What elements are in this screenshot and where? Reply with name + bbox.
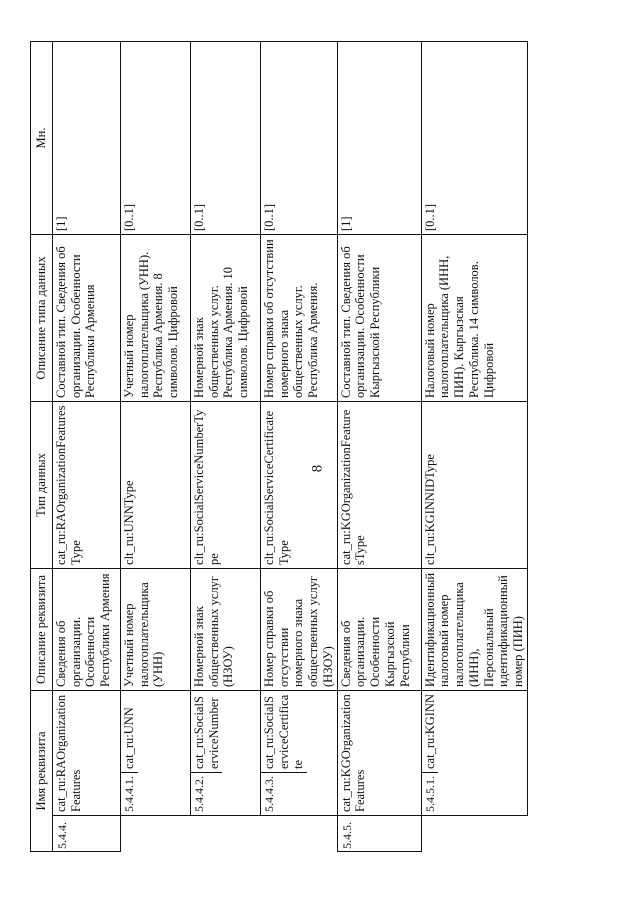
header-row — [31, 41, 53, 851]
requisite-description: Учетный номер налогоплательщика (УНН) — [120, 568, 190, 690]
data-type-description: Налоговый номер налогоплательщика (ИНН, ПИН). Кыргызская Республика. 14 символов. Цифровой — [421, 234, 527, 401]
data-type-description: Составной тип. Сведения об организации. Особенности Республики Армения — [52, 234, 120, 401]
requisite-description: Номерной знак общественных услуг (НЗОУ) — [190, 568, 260, 690]
cardinality: [1] — [337, 41, 421, 234]
header-card: Мн. — [31, 41, 53, 234]
table-row — [421, 41, 527, 851]
data-type: clt_ru:SocialServiceNumberType — [190, 401, 260, 568]
row-number: 5.4.4.3. — [261, 772, 307, 815]
row-number-and-name — [120, 690, 190, 815]
cardinality: [0..1] — [421, 41, 527, 234]
table-row — [337, 41, 421, 851]
data-type: cat_ru:KGOrganizationFeaturesType — [337, 401, 421, 568]
requisite-name: cat_ru:KGINN — [422, 694, 437, 769]
cardinality: [0..1] — [260, 41, 337, 234]
row-number: 5.4.5.1. — [422, 772, 439, 815]
table-row — [52, 41, 120, 851]
page-number: 8 — [309, 464, 326, 473]
requisite-description: Идентификационный налоговый номер налогоплательщика (ИНН), Персональный идентификационный номер (ПИН) — [421, 568, 527, 690]
data-type-description: Номерной знак общественных услуг. Республика Армения. 10 символов. Цифровой — [190, 234, 260, 401]
requisites-table — [30, 41, 528, 852]
table-row — [260, 41, 337, 851]
data-type-description: Номер справки об отсутствии номерного знака общественных услуг. Республика Армения. — [260, 234, 337, 401]
requisite-name: cat_ru:RAOrganizationFeatures — [52, 690, 120, 815]
data-type-description: Учетный номер налогоплательщика (УНН). Республика Армения. 8 символов. Цифровой — [120, 234, 190, 401]
requisite-description: Сведения об организации. Особенности Республики Армения — [52, 568, 120, 690]
row-number: 5.4.4. — [52, 816, 120, 852]
rotated-table-container — [30, 42, 620, 852]
data-type-description: Составной тип. Сведения об организации. Особенности Кыргызской Республики — [337, 234, 421, 401]
header-type-desc: Описание типа данных — [31, 234, 53, 401]
data-type: clt_ru:UNNType — [120, 401, 190, 568]
row-number-and-name — [260, 690, 337, 815]
data-type: clt_ru:KGINNIDType — [421, 401, 527, 568]
requisite-description: Сведения об организации. Особенности Кыргызской Республики — [337, 568, 421, 690]
cardinality: [0..1] — [120, 41, 190, 234]
table-row — [190, 41, 260, 851]
row-number-and-name — [421, 690, 527, 815]
table-row — [120, 41, 190, 851]
cardinality: [1] — [52, 41, 120, 234]
data-type: cat_ru:RAOrganizationFeaturesType — [52, 401, 120, 568]
header-req-desc: Описание реквизита — [31, 568, 53, 690]
cardinality: [0..1] — [190, 41, 260, 234]
data-type: clt_ru:SocialServiceCertificateType — [260, 401, 337, 568]
requisite-name: cat_ru:SocialServiceNumber — [191, 696, 221, 769]
table-body — [52, 41, 527, 851]
row-number-and-name — [190, 690, 260, 815]
row-number: 5.4.5. — [337, 816, 421, 852]
requisite-name: cat_ru:UNN — [121, 707, 136, 769]
header-name: Имя реквизита — [31, 690, 53, 851]
requisite-description: Номер справки об отсутствии номерного знака общественных услуг (НЗОУ) — [260, 568, 337, 690]
row-number: 5.4.4.1. — [121, 772, 138, 815]
requisite-name: cat_ru:KGOrganizationFeatures — [337, 690, 421, 815]
header-type: Тип данных — [31, 401, 53, 568]
requisite-name: cat_ru:SocialServiceCertificate — [261, 694, 306, 769]
row-number: 5.4.4.2. — [191, 772, 223, 815]
